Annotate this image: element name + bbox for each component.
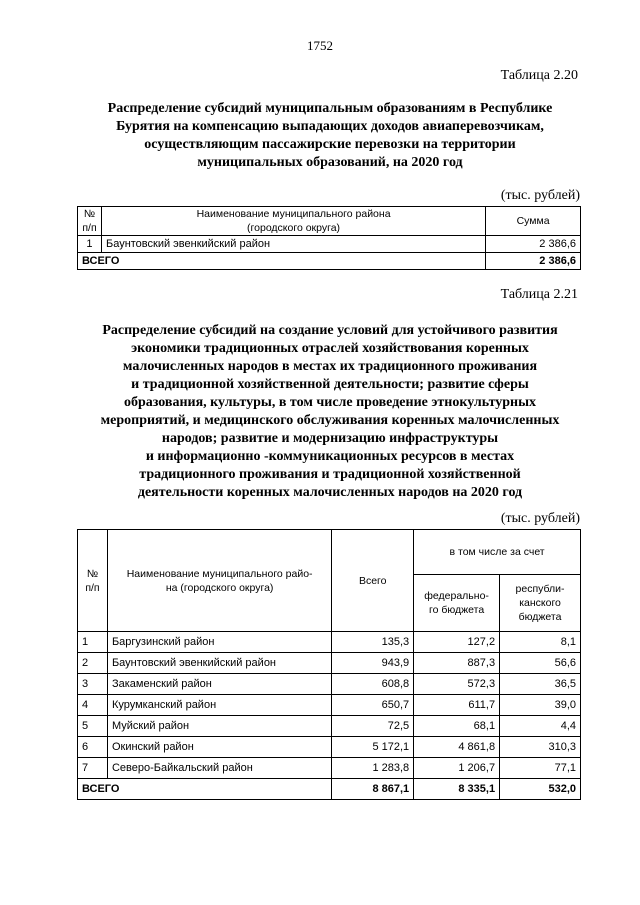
- table1-header-sum: Сумма: [486, 207, 581, 236]
- row-num: 1: [78, 632, 108, 653]
- row-name: Баунтовский эвенкийский район: [107, 653, 331, 674]
- table2-header-federal: [414, 575, 500, 632]
- row-name: Закаменский район: [107, 674, 331, 695]
- row-republic: 8,1: [500, 632, 581, 653]
- table1-title-line: Бурятия на компенсацию выпадающих доходов авиаперевозчикам,: [116, 119, 544, 134]
- row-republic: 4,4: [500, 716, 581, 737]
- row-total: 650,7: [332, 695, 414, 716]
- table1-header-row: [78, 207, 581, 236]
- total-republic: 532,0: [500, 779, 581, 800]
- table2: [77, 529, 581, 800]
- table-row: [78, 236, 581, 253]
- row-num: 3: [78, 674, 108, 695]
- table1-label: Таблица 2.20: [500, 68, 578, 83]
- table2-title-line: деятельности коренных малочисленных народов на 2020 год: [137, 485, 523, 500]
- table-row: [78, 632, 581, 653]
- page-number: 1752: [307, 38, 333, 53]
- table2-label: Таблица 2.21: [500, 287, 578, 302]
- table-row: [78, 737, 581, 758]
- row-federal: 68,1: [414, 716, 500, 737]
- table-row: [78, 758, 581, 779]
- table2-header-num: [78, 530, 108, 632]
- table2-title-line: образования, культуры, в том числе проведение этнокультурных: [123, 395, 537, 410]
- table1-header-name: [101, 207, 485, 236]
- header-text: на (городского округа): [165, 581, 274, 594]
- total-label: ВСЕГО: [78, 253, 486, 270]
- row-republic: 39,0: [500, 695, 581, 716]
- row-name: Баунтовский эвенкийский район: [101, 236, 485, 253]
- row-federal: 127,2: [414, 632, 500, 653]
- table1-units: (тыс. рублей): [500, 188, 580, 203]
- header-text: федерально-: [424, 590, 489, 602]
- header-text: бюджета: [518, 611, 562, 623]
- row-federal: 611,7: [414, 695, 500, 716]
- row-name: Курумканский район: [107, 695, 331, 716]
- row-num: 5: [78, 716, 108, 737]
- table2-title-line: и традиционной хозяйственной деятельности; развитие сферы: [131, 377, 529, 392]
- table2-header-row-1: [78, 530, 581, 575]
- table-row: [78, 695, 581, 716]
- table1-title-line: муниципальных образований, на 2020 год: [197, 155, 463, 170]
- table2-title-line: мероприятий, и медицинского обслуживания коренных малочисленных: [100, 413, 560, 428]
- row-republic: 56,6: [500, 653, 581, 674]
- row-total: 608,8: [332, 674, 414, 695]
- row-republic: 77,1: [500, 758, 581, 779]
- table2-title-line: Распределение субсидий на создание условий для устойчивого развития: [102, 323, 558, 338]
- table1-header-num: [78, 207, 102, 236]
- row-total: 1 283,8: [332, 758, 414, 779]
- table2-title-line: традиционного проживания и традиционной хозяйственной: [139, 467, 521, 482]
- row-sum: 2 386,6: [486, 236, 581, 253]
- row-total: 5 172,1: [332, 737, 414, 758]
- total-total: 8 867,1: [332, 779, 414, 800]
- header-text: канского: [519, 597, 561, 609]
- table-row: [78, 674, 581, 695]
- row-federal: 572,3: [414, 674, 500, 695]
- table2-header-name: [107, 530, 331, 632]
- header-text: №: [86, 567, 99, 580]
- row-name: Муйский район: [107, 716, 331, 737]
- table1-title-line: Распределение субсидий муниципальным образованиям в Республике: [107, 101, 553, 116]
- row-name: Баргузинский район: [107, 632, 331, 653]
- table1-title-line: осуществляющим пассажирские перевозки на территории: [144, 137, 516, 152]
- row-total: 135,3: [332, 632, 414, 653]
- header-text: п/п: [82, 222, 97, 234]
- row-republic: 310,3: [500, 737, 581, 758]
- table1: [77, 206, 581, 270]
- row-num: 7: [78, 758, 108, 779]
- table-total-row: [78, 779, 581, 800]
- row-total: 943,9: [332, 653, 414, 674]
- header-text: республи-: [515, 583, 565, 595]
- row-num: 6: [78, 737, 108, 758]
- row-federal: 1 206,7: [414, 758, 500, 779]
- table2-units: (тыс. рублей): [500, 511, 580, 526]
- total-sum: 2 386,6: [486, 253, 581, 270]
- table2-title-line: малочисленных народов в местах их традиционного проживания: [122, 359, 538, 374]
- table-total-row: [78, 253, 581, 270]
- row-num: 4: [78, 695, 108, 716]
- header-text: п/п: [85, 581, 100, 594]
- row-num: 1: [78, 236, 102, 253]
- row-num: 2: [78, 653, 108, 674]
- header-text: Наименование муниципального района: [196, 208, 391, 220]
- table2-header-republic: [500, 575, 581, 632]
- table2-header-total: Всего: [332, 530, 414, 632]
- table2-title-line: экономики традиционных отраслей хозяйствования коренных: [131, 341, 529, 356]
- table2-title: [70, 322, 590, 502]
- table-row: [78, 716, 581, 737]
- row-federal: 887,3: [414, 653, 500, 674]
- table1-title: [70, 100, 590, 172]
- row-republic: 36,5: [500, 674, 581, 695]
- table2-title-line: народов; развитие и модернизацию инфраструктуры: [161, 431, 499, 446]
- table2-header-including: в том числе за счет: [414, 530, 581, 575]
- row-name: Северо-Байкальский район: [107, 758, 331, 779]
- header-text: №: [83, 208, 96, 220]
- total-federal: 8 335,1: [414, 779, 500, 800]
- table-row: [78, 653, 581, 674]
- row-federal: 4 861,8: [414, 737, 500, 758]
- header-text: го бюджета: [429, 604, 485, 616]
- row-name: Окинский район: [107, 737, 331, 758]
- table2-title-line: и информационно -коммуникационных ресурсов в местах: [145, 449, 515, 464]
- total-label: ВСЕГО: [78, 779, 332, 800]
- header-text: (городского округа): [247, 222, 341, 234]
- row-total: 72,5: [332, 716, 414, 737]
- header-text: Наименование муниципального райо-: [126, 567, 313, 580]
